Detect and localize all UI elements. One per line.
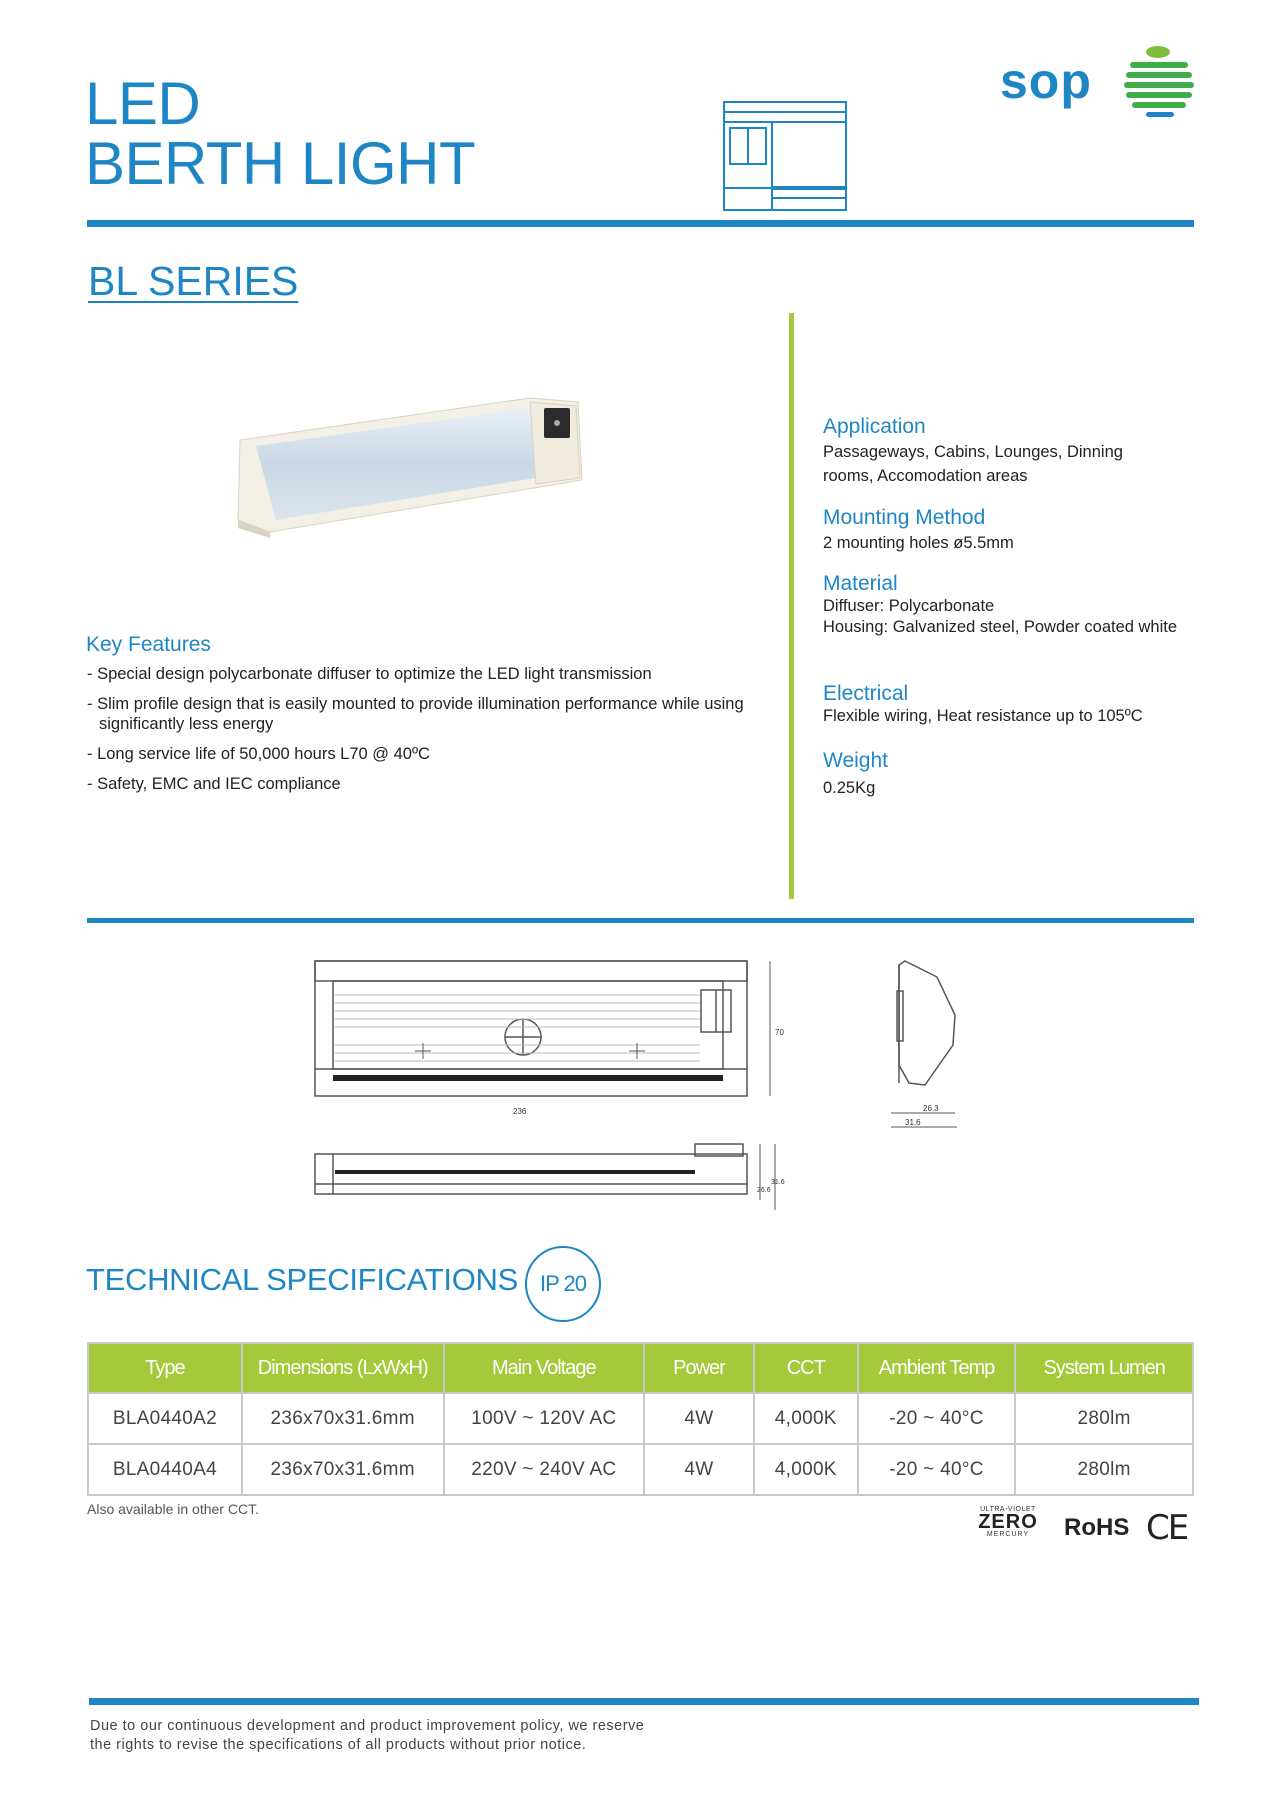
electrical-text: Flexible wiring, Heat resistance up to 105ºC [823,707,1143,725]
ip-rating-badge: IP 20 [525,1246,601,1322]
table-cell: 236x70x31.6mm [242,1444,444,1495]
series-title: BL SERIES [88,258,299,304]
footer-divider [89,1698,1199,1705]
list-item: - Long service life of 50,000 hours L70 @ 40ºC [87,745,430,763]
height-label: 70 [775,1028,784,1037]
table-cell: 236x70x31.6mm [242,1393,444,1444]
side-label-2: 31.6 [771,1179,785,1186]
front-view-drawing [305,955,795,1115]
cct-note: Also available in other CCT. [87,1501,259,1517]
spec-table [87,1342,1194,1496]
application-text: Passageways, Cabins, Lounges, Dinning rooms, Accomodation areas [823,443,1123,485]
col-header: Type [88,1343,242,1393]
section-divider [87,918,1194,923]
table-cell: BLA0440A2 [88,1393,242,1444]
mounting-heading: Mounting Method [823,506,986,529]
list-item: - Safety, EMC and IEC compliance [87,775,341,793]
sop-logo-text: sop [1000,53,1092,109]
weight-heading: Weight [823,749,888,772]
material-heading: Material [823,572,898,595]
ce-mark: CE [1146,1508,1188,1548]
table-cell: 4,000K [754,1444,858,1495]
material-line-2: Housing: Galvanized steel, Powder coated white [823,618,1178,636]
key-features-list [87,664,767,804]
table-row [88,1393,1193,1444]
key-features-heading: Key Features [86,633,211,656]
table-cell: -20 ~ 40°C [858,1393,1016,1444]
electrical-heading: Electrical [823,682,909,705]
table-cell: 4,000K [754,1393,858,1444]
column-divider [789,313,794,899]
weight-text: 0.25Kg [823,779,876,797]
footer-line-1: Due to our continuous development and product improvement policy, we reserve [90,1718,645,1734]
col-header: Power [644,1343,754,1393]
zero-mercury-mark [970,1506,1046,1538]
table-cell: 280lm [1015,1393,1193,1444]
list-item: - Slim profile design that is easily mounted to provide illumination performance while using significantly less energy [87,695,744,733]
zero-mark-main: ZERO [978,1511,1038,1533]
material-line-1: Diffuser: Polycarbonate [823,597,995,615]
col-header: CCT [754,1343,858,1393]
berth-room-icon [722,100,848,212]
table-cell: 280lm [1015,1444,1193,1495]
side-label-1: 26.6 [757,1187,771,1194]
zero-mark-top: ULTRA-VIOLET [980,1506,1036,1513]
table-cell: BLA0440A4 [88,1444,242,1495]
table-cell: 100V ~ 120V AC [444,1393,644,1444]
mounting-text: 2 mounting holes ø5.5mm [823,534,1014,552]
table-cell: 4W [644,1393,754,1444]
col-header: Ambient Temp [858,1343,1016,1393]
zero-mark-bottom: MERCURY [986,1531,1030,1538]
table-header-row [88,1343,1193,1393]
title-line-1: LED [85,70,201,137]
tech-spec-heading: TECHNICAL SPECIFICATIONS [86,1262,519,1297]
page-title [85,70,476,197]
end-view-drawing [885,955,965,1135]
length-label: 236 [513,1107,527,1115]
footer-line-2: the rights to revise the specifications of all products without prior notice. [90,1737,587,1753]
product-photo [230,380,592,540]
table-row [88,1444,1193,1495]
table-cell: 220V ~ 240V AC [444,1444,644,1495]
header-divider [87,220,1194,227]
side-view-drawing [305,1140,795,1220]
depth-label-2: 31.6 [905,1118,921,1127]
col-header: System Lumen [1015,1343,1193,1393]
table-cell: -20 ~ 40°C [858,1444,1016,1495]
depth-label-1: 26.3 [923,1104,939,1113]
col-header: Dimensions (LxWxH) [242,1343,444,1393]
title-line-2: BERTH LIGHT [85,130,476,197]
application-heading: Application [823,415,926,438]
col-header: Main Voltage [444,1343,644,1393]
list-item: - Special design polycarbonate diffuser to optimize the LED light transmission [87,665,652,683]
table-cell: 4W [644,1444,754,1495]
footer-disclaimer [90,1717,644,1755]
rohs-mark: RoHS [1064,1514,1130,1541]
sop-logo-icon [1120,44,1196,120]
